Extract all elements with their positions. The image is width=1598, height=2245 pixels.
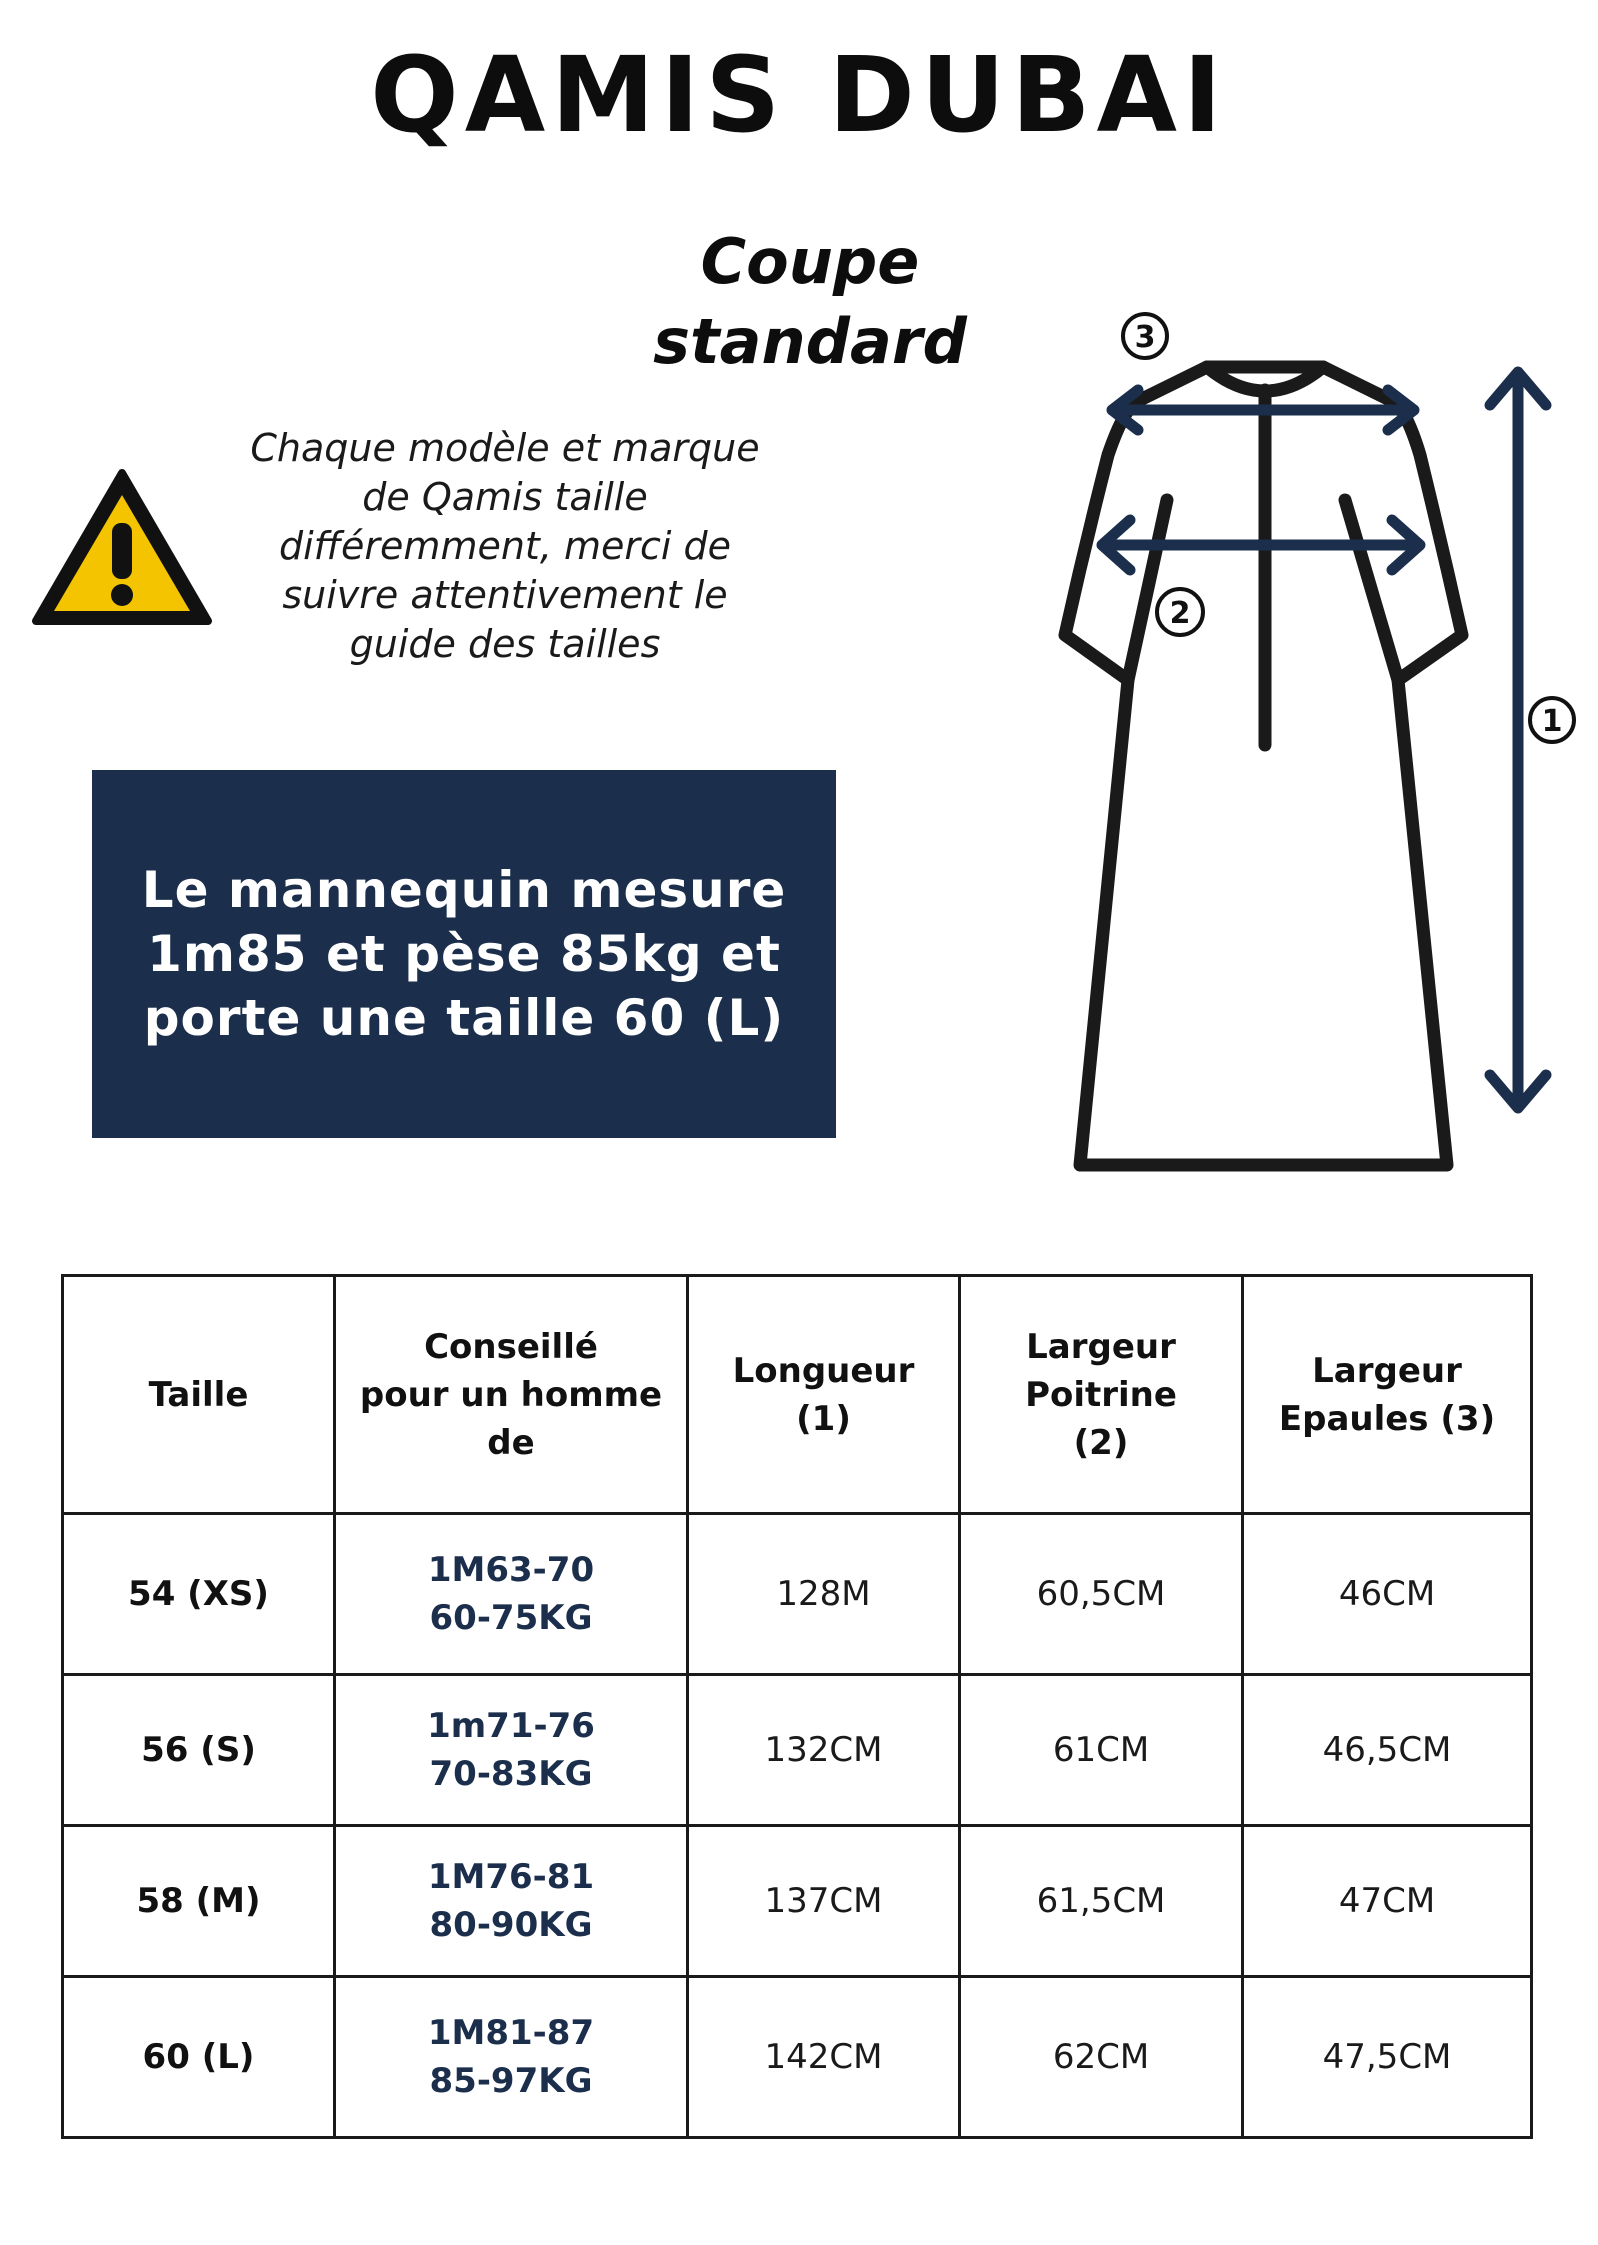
cell-chest: 61,5CM [960,1826,1243,1977]
cell-recommended-height: 1M76-81 [427,1857,595,1897]
model-info-line: 1m85 et pèse 85kg et [147,925,781,983]
warning-line: de Qamis taille [362,475,648,519]
cell-length: 137CM [688,1826,960,1977]
cell-recommended-weight: 85-97KG [429,2061,593,2101]
cell-recommended [335,1977,688,2138]
cell-length: 128M [688,1514,960,1675]
cell-recommended [335,1514,688,1675]
cell-length: 132CM [688,1675,960,1826]
model-info-box [92,770,836,1138]
cell-recommended-weight: 60-75KG [429,1598,593,1638]
warning-line: Chaque modèle et marque [250,426,760,470]
header-shoulders-line: Epaules (3) [1278,1398,1496,1439]
cell-recommended-weight: 80-90KG [429,1905,593,1945]
table-row [63,1675,1532,1826]
warning-triangle-icon [30,465,215,630]
model-info-text [114,858,814,1050]
measure-marker-3 [1123,314,1167,358]
header-chest-line: Largeur [1026,1326,1176,1367]
header-length-line: (1) [796,1398,851,1439]
header-chest-line: Poitrine [1025,1374,1177,1415]
cell-shoulders: 46,5CM [1243,1675,1532,1826]
table-row [63,1826,1532,1977]
table-header-row [63,1276,1532,1514]
marker-3-label: 3 [1134,320,1156,355]
warning-line: suivre attentivement le [282,573,728,617]
cell-size: 60 (L) [63,1977,335,2138]
cell-size: 58 (M) [63,1826,335,1977]
header-chest [960,1276,1243,1514]
cell-chest: 62CM [960,1977,1243,2138]
model-info-line: porte une taille 60 (L) [143,989,785,1047]
header-chest-line: (2) [1073,1422,1129,1463]
cell-chest: 61CM [960,1675,1243,1826]
page-subtitle: Coupe standard [653,225,967,378]
header-recommended-line: Conseillé [424,1326,598,1367]
cell-recommended [335,1826,688,1977]
header-length-line: Longueur [732,1350,915,1391]
cell-recommended [335,1675,688,1826]
header-shoulders-line: Largeur [1312,1350,1462,1391]
measurement-arrows [1102,372,1546,1108]
table-row [63,1977,1532,2138]
header-size [63,1276,335,1514]
warning-text [225,424,785,669]
cell-length: 142CM [688,1977,960,2138]
cell-recommended-height: 1M81-87 [427,2013,595,2053]
page-title: QAMIS DUBAI [370,34,1228,156]
header-recommended-line: pour un homme [359,1374,663,1415]
table-row [63,1514,1532,1675]
cell-size: 54 (XS) [63,1514,335,1675]
qamis-measurement-diagram [1040,310,1580,1190]
cell-chest: 60,5CM [960,1514,1243,1675]
size-guide-table [61,1274,1533,2139]
qamis-outline [1065,367,1462,1165]
header-length [688,1276,960,1514]
measure-marker-1 [1530,698,1574,742]
cell-shoulders: 47,5CM [1243,1977,1532,2138]
warning-line: guide des tailles [349,622,661,666]
cell-shoulders: 47CM [1243,1826,1532,1977]
model-info-line: Le mannequin mesure [141,861,787,919]
header-recommended [335,1276,688,1514]
header-shoulders [1243,1276,1532,1514]
warning-line: différemment, merci de [278,524,732,568]
cell-shoulders: 46CM [1243,1514,1532,1675]
cell-recommended-weight: 70-83KG [429,1754,593,1794]
cell-recommended-height: 1M63-70 [427,1550,595,1590]
measure-marker-2 [1157,589,1203,635]
cell-size: 56 (S) [63,1675,335,1826]
header-size-line: Taille [148,1374,249,1415]
marker-1-label: 1 [1541,704,1563,739]
marker-2-label: 2 [1169,596,1191,631]
cell-recommended-height: 1m71-76 [427,1706,595,1746]
header-recommended-line: de [487,1422,535,1463]
